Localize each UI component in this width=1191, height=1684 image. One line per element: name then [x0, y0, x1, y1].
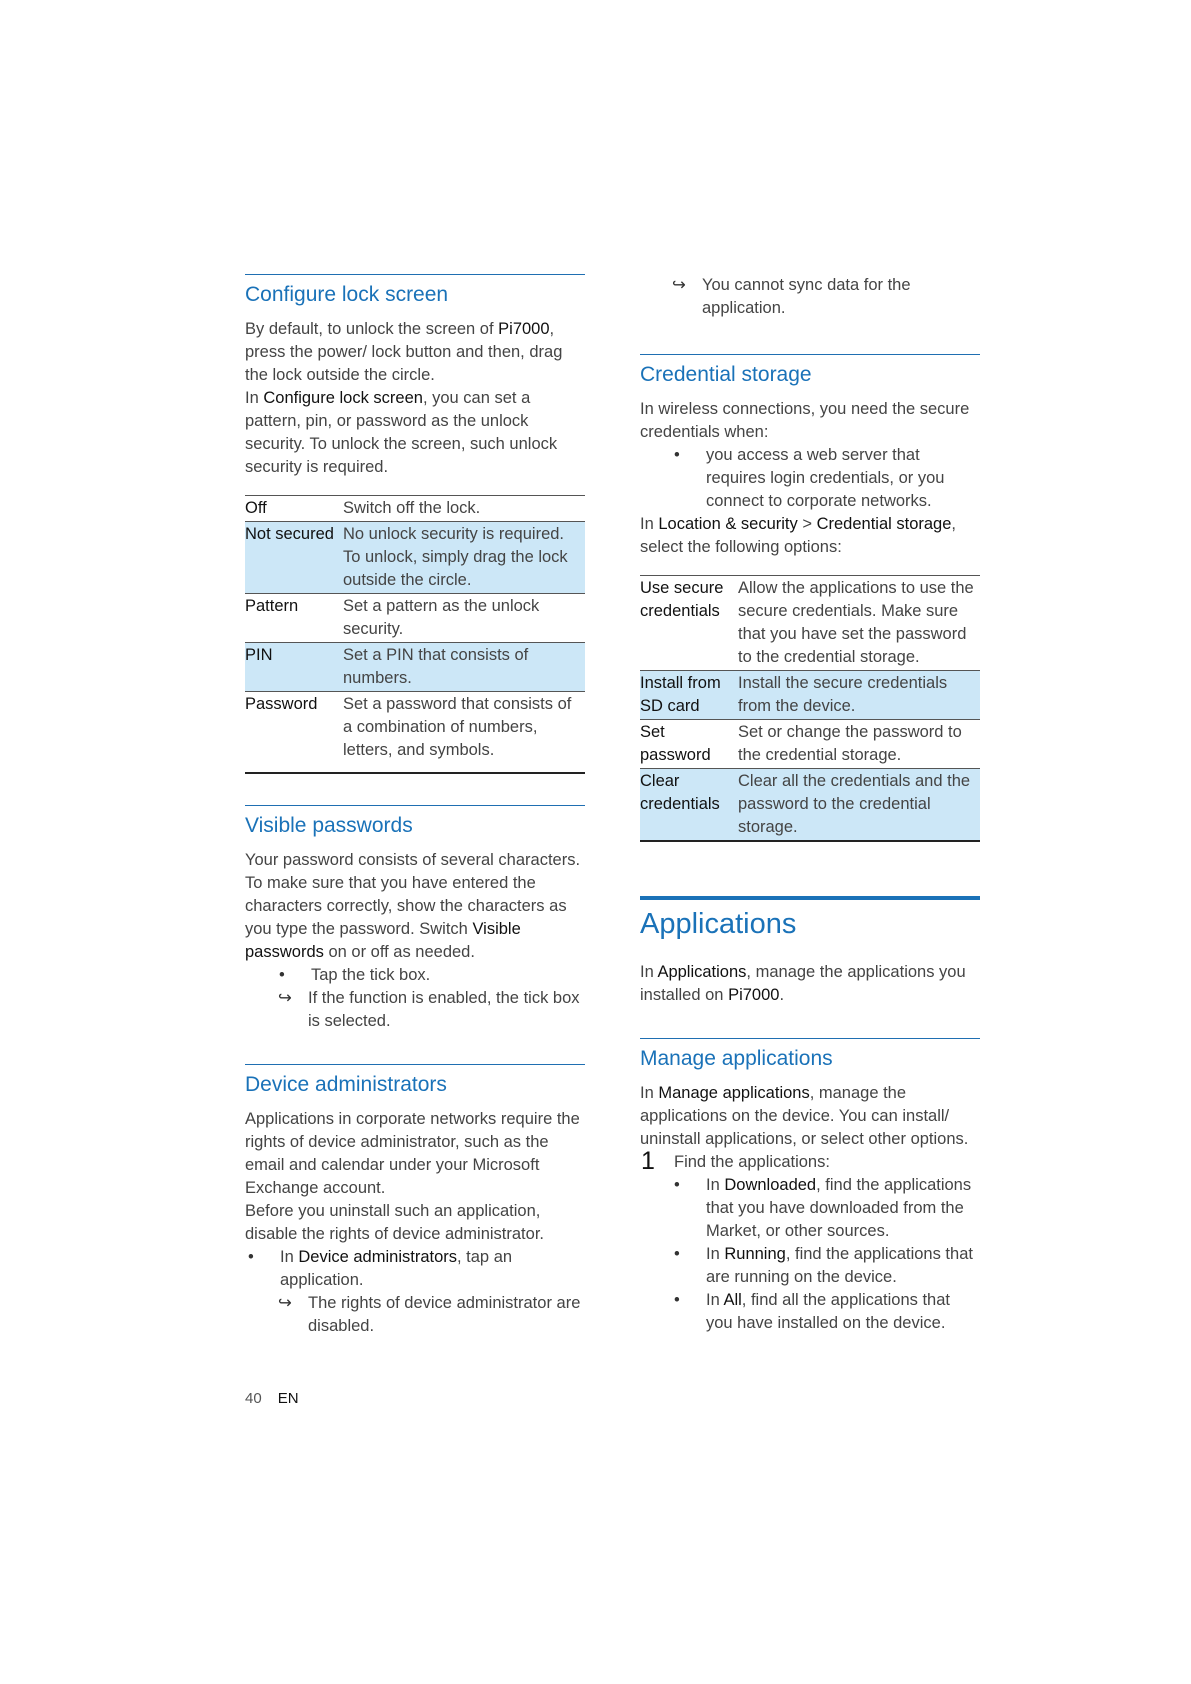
left-column — [245, 274, 585, 1369]
table-row — [245, 522, 585, 594]
section-visible-passwords — [245, 805, 585, 1033]
bullet-list — [640, 1174, 980, 1335]
language-code: EN — [277, 1390, 299, 1407]
section-title: Configure lock screen — [245, 283, 449, 306]
paragraph: By default, to unlock the screen of Pi7000, press the power/ lock button and then, drag the lock outside the circle. — [245, 320, 563, 384]
section-manage-applications — [640, 1038, 980, 1335]
option-term: Password — [245, 695, 318, 713]
bullet-list — [640, 444, 980, 513]
list-item: • you access a web server that requires login credentials, or you connect to corporate networks. — [671, 444, 980, 513]
paragraph: In Applications, manage the applications you installed on Pi7000. — [640, 963, 966, 1004]
paragraph: Your password consists of several characters. To make sure that you have entered the characters correctly, show the characters as you type the password. Switch Visible passwords on or off as needed. — [245, 851, 581, 961]
lock-options-table — [245, 495, 585, 774]
list-item: • In Running, find the applications that are running on the device. — [671, 1243, 980, 1289]
table-row — [245, 643, 585, 692]
step — [640, 1147, 980, 1175]
option-term: Set password — [640, 723, 711, 764]
table-row — [640, 576, 980, 671]
option-term: Clear credentials — [640, 769, 738, 842]
section-header — [640, 1038, 980, 1073]
option-desc: Switch off the lock. — [343, 499, 481, 517]
section-title: Credential storage — [640, 363, 812, 386]
paragraph: Applications in corporate networks require the rights of device administrator, such as the email and calendar under your Microsoft Exchange account. — [245, 1110, 580, 1197]
option-desc: Set a password that consists of a combination of numbers, letters, and symbols. — [343, 695, 572, 759]
section-title: Visible passwords — [245, 814, 413, 837]
list-item: • In Downloaded, find the applications that you have downloaded from the Market, or other sources. — [671, 1174, 980, 1243]
menu-name: Manage applications — [658, 1084, 810, 1102]
option-term: Pattern — [245, 597, 299, 615]
result-note: ↪ If the function is enabled, the tick box is selected. — [278, 989, 580, 1030]
option-term: PIN — [245, 643, 343, 692]
option-desc: Set a pattern as the unlock security. — [343, 597, 540, 638]
list-item: • Tap the tick box. — [276, 964, 585, 987]
option-term: Install from SD card — [640, 671, 738, 720]
chapter-title: Applications — [640, 908, 797, 940]
step-text: Find the applications: — [674, 1153, 830, 1171]
menu-name: Visible passwords — [245, 920, 521, 961]
menu-name: Downloaded — [724, 1176, 817, 1194]
bullet-list — [245, 1246, 585, 1292]
option-term: Use secure credentials — [640, 579, 724, 620]
section-header — [640, 354, 980, 389]
paragraph: In wireless connections, you need the secure credentials when: — [640, 400, 970, 441]
menu-name: Running — [724, 1245, 786, 1263]
section-device-administrators — [245, 1064, 585, 1338]
list-item: • In Device administrators, tap an application. — [245, 1246, 585, 1292]
result-note: ↪ The rights of device administrator are disabled. — [278, 1294, 581, 1335]
option-desc: Set or change the password to the credential storage. — [738, 723, 962, 764]
table-row — [245, 594, 585, 643]
section-configure-lock-screen — [245, 274, 585, 774]
page-number: 40 — [245, 1390, 262, 1407]
section-header — [245, 274, 585, 309]
paragraph: In Location & security > Credential storage, select the following options: — [640, 515, 956, 556]
option-desc: Install the secure credentials from the device. — [738, 671, 980, 720]
section-header — [245, 805, 585, 840]
result-arrow-icon: ↪ — [278, 1294, 292, 1312]
table-row — [640, 720, 980, 769]
credential-options-table — [640, 575, 980, 842]
table-row — [640, 769, 980, 842]
option-desc: Allow the applications to use the secure credentials. Make sure that you have set the password to the credential storage. — [738, 579, 974, 666]
device-name: Pi7000 — [498, 320, 550, 338]
section-title: Device administrators — [245, 1073, 447, 1096]
section-header — [245, 1064, 585, 1099]
chapter-header — [640, 896, 980, 943]
option-desc: Clear all the credentials and the password to the credential storage. — [738, 769, 980, 842]
result-arrow-icon: ↪ — [672, 276, 686, 294]
result-arrow-icon: ↪ — [278, 989, 292, 1007]
menu-name: All — [723, 1291, 742, 1309]
menu-name: Applications — [657, 963, 747, 981]
option-desc: Set a PIN that consists of numbers. — [343, 643, 585, 692]
list-item: • In All, find all the applications that you have installed on the device. — [671, 1289, 980, 1335]
section-credential-storage — [640, 354, 980, 842]
paragraph: Before you uninstall such an application, disable the rights of device administrator. — [245, 1202, 544, 1243]
menu-name: Credential storage — [816, 515, 952, 533]
bullet-list — [245, 964, 585, 987]
page-footer — [245, 1387, 299, 1410]
paragraph: In Configure lock screen, you can set a pattern, pin, or password as the unlock security. To unlock the screen, such unlock security is required. — [245, 389, 558, 476]
option-term: Not secured — [245, 522, 343, 594]
device-name: Pi7000 — [728, 986, 780, 1004]
menu-name: Device administrators — [298, 1248, 457, 1266]
paragraph: In Manage applications, manage the applications on the device. You can install/ uninstall applications, or select other options. — [640, 1084, 969, 1148]
option-term: Off — [245, 499, 267, 517]
result-note: ↪ You cannot sync data for the application. — [672, 276, 911, 317]
table-row — [640, 671, 980, 720]
right-column — [640, 274, 980, 1366]
section-title: Manage applications — [640, 1047, 833, 1070]
menu-name: Location & security — [658, 515, 798, 533]
chapter-applications — [640, 896, 980, 1007]
step-number: 1 — [641, 1147, 655, 1175]
menu-name: Configure lock screen — [263, 389, 423, 407]
table-row — [245, 496, 585, 522]
table-row — [245, 692, 585, 774]
option-desc: No unlock security is required. To unlock, simply drag the lock outside the circle. — [343, 522, 585, 594]
